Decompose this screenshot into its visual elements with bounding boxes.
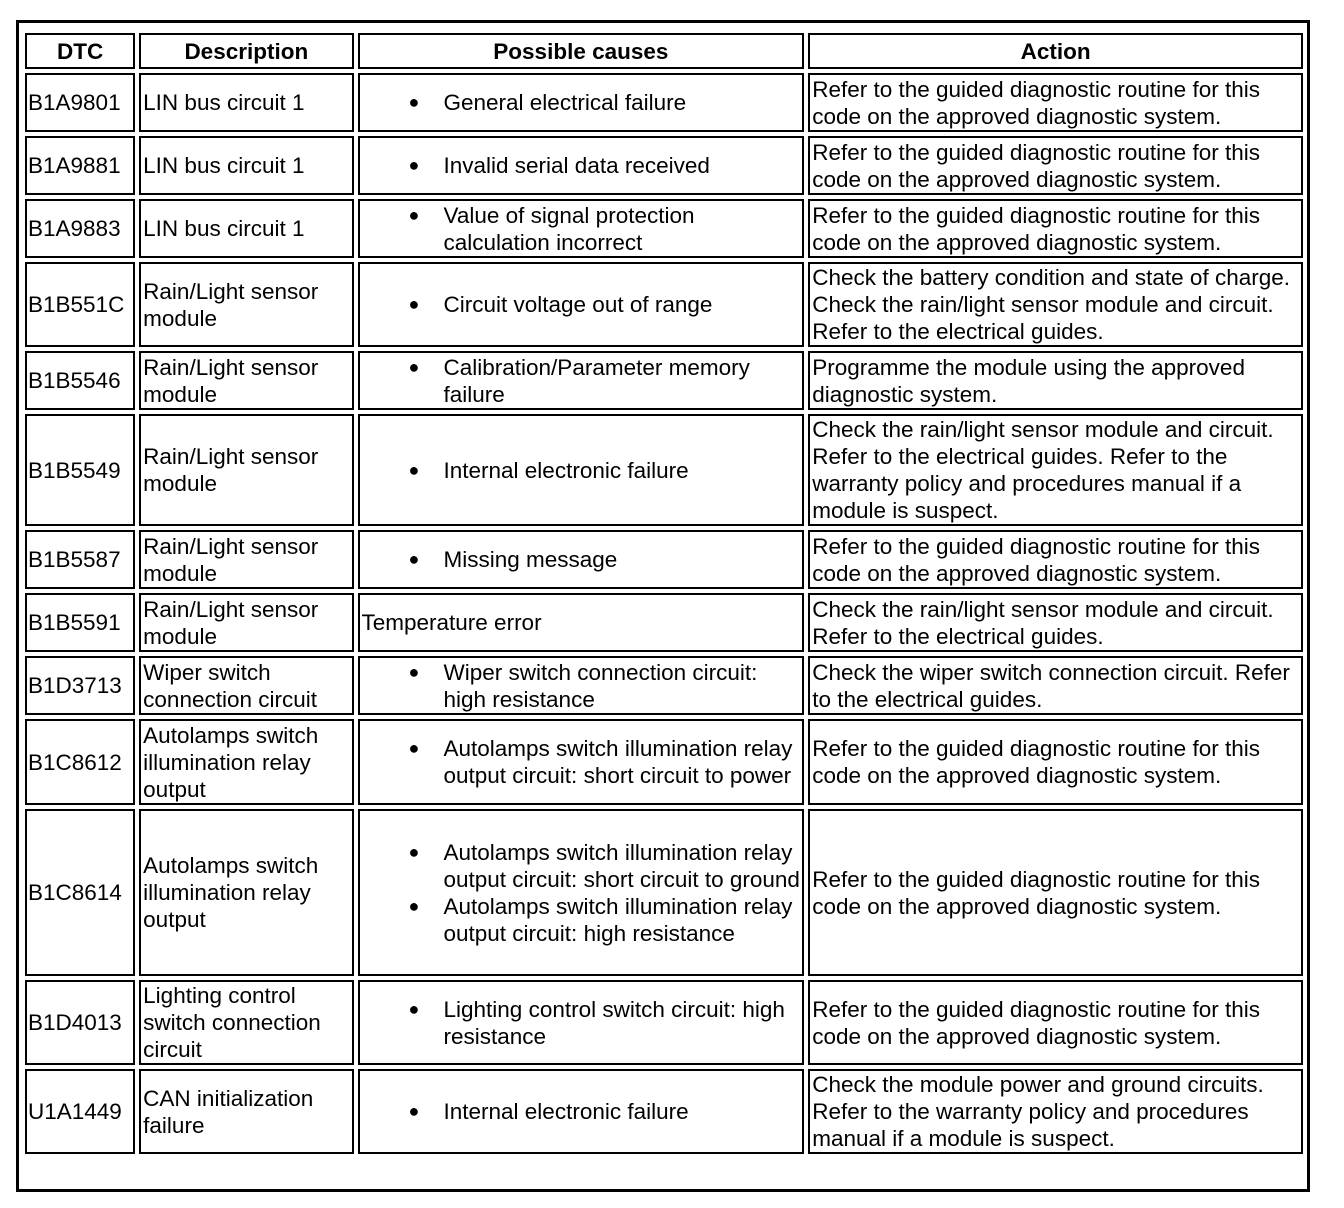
table-row [25, 980, 1303, 1065]
table-row [25, 262, 1303, 347]
dtc-code-cell: B1B5587 [25, 530, 135, 589]
possible-causes-cell [358, 262, 805, 347]
dtc-code-cell: B1A9881 [25, 136, 135, 195]
description-cell: Wiper switch connection circuit [139, 656, 353, 715]
possible-causes-cell [358, 199, 805, 258]
causes-list [362, 457, 801, 484]
table-body [25, 73, 1303, 1154]
causes-list [362, 1098, 801, 1125]
possible-causes-cell [358, 980, 805, 1065]
cause-item: ● Wiper switch connection circuit: high resistance [362, 659, 801, 713]
action-cell: Check the rain/light sensor module and circuit. Refer to the electrical guides. Refer to the warranty policy and procedures manual if a module is suspect. [808, 414, 1303, 526]
header-dtc: DTC [25, 33, 135, 69]
table-row [25, 414, 1303, 526]
cause-item: ● Missing message [362, 546, 801, 573]
causes-list [362, 546, 801, 573]
action-cell: Programme the module using the approved diagnostic system. [808, 351, 1303, 410]
possible-causes-cell [358, 1069, 805, 1154]
possible-causes-cell [358, 414, 805, 526]
description-cell: CAN initialization failure [139, 1069, 353, 1154]
causes-list [362, 996, 801, 1050]
dtc-code-cell: B1C8614 [25, 809, 135, 976]
description-cell: LIN bus circuit 1 [139, 199, 353, 258]
table-row [25, 530, 1303, 589]
description-cell: LIN bus circuit 1 [139, 136, 353, 195]
description-cell: Lighting control switch connection circuit [139, 980, 353, 1065]
table-row [25, 351, 1303, 410]
action-cell: Check the battery condition and state of charge. Check the rain/light sensor module and circuit. Refer to the electrical guides. [808, 262, 1303, 347]
cause-item: ● Calibration/Parameter memory failure [362, 354, 801, 408]
description-cell: Autolamps switch illumination relay output [139, 719, 353, 805]
table-row [25, 719, 1303, 805]
cause-item: ● Autolamps switch illumination relay output circuit: high resistance [362, 893, 801, 947]
dtc-code-cell: B1A9883 [25, 199, 135, 258]
table-row [25, 809, 1303, 976]
description-cell: LIN bus circuit 1 [139, 73, 353, 132]
cause-item: ● Autolamps switch illumination relay output circuit: short circuit to ground [362, 839, 801, 893]
cause-item: ● Circuit voltage out of range [362, 291, 801, 318]
table-row [25, 656, 1303, 715]
possible-causes-cell [358, 351, 805, 410]
causes-list [362, 89, 801, 116]
action-cell: Refer to the guided diagnostic routine for this code on the approved diagnostic system. [808, 199, 1303, 258]
dtc-code-cell: B1A9801 [25, 73, 135, 132]
action-cell: Refer to the guided diagnostic routine for this code on the approved diagnostic system. [808, 809, 1303, 976]
description-cell: Rain/Light sensor module [139, 262, 353, 347]
causes-list [362, 354, 801, 408]
cause-item: ● Value of signal protection calculation incorrect [362, 202, 801, 256]
table-row [25, 593, 1303, 652]
action-cell: Refer to the guided diagnostic routine for this code on the approved diagnostic system. [808, 980, 1303, 1065]
cause-item: ● Internal electronic failure [362, 457, 801, 484]
dtc-code-cell: B1D3713 [25, 656, 135, 715]
header-description: Description [139, 33, 353, 69]
cause-item: ● Lighting control switch circuit: high resistance [362, 996, 801, 1050]
cause-item: ● General electrical failure [362, 89, 801, 116]
table-row [25, 199, 1303, 258]
header-possible-causes: Possible causes [358, 33, 805, 69]
causes-list [362, 735, 801, 789]
possible-causes-cell [358, 809, 805, 976]
action-cell: Refer to the guided diagnostic routine for this code on the approved diagnostic system. [808, 136, 1303, 195]
dtc-code-cell: B1D4013 [25, 980, 135, 1065]
dtc-code-cell: B1C8612 [25, 719, 135, 805]
possible-causes-cell [358, 136, 805, 195]
header-action: Action [808, 33, 1303, 69]
cause-item: ● Autolamps switch illumination relay output circuit: short circuit to power [362, 735, 801, 789]
description-cell: Rain/Light sensor module [139, 593, 353, 652]
action-cell: Check the wiper switch connection circuit. Refer to the electrical guides. [808, 656, 1303, 715]
description-cell: Rain/Light sensor module [139, 530, 353, 589]
action-cell: Refer to the guided diagnostic routine for this code on the approved diagnostic system. [808, 73, 1303, 132]
possible-causes-cell [358, 656, 805, 715]
dtc-code-cell: B1B5591 [25, 593, 135, 652]
dtc-code-cell: B1B5549 [25, 414, 135, 526]
causes-list [362, 152, 801, 179]
cause-item: ● Invalid serial data received [362, 152, 801, 179]
dtc-table-frame [16, 20, 1310, 1192]
possible-causes-cell [358, 73, 805, 132]
cause-item: ● Internal electronic failure [362, 1098, 801, 1125]
table-row [25, 73, 1303, 132]
causes-list [362, 659, 801, 713]
action-cell: Refer to the guided diagnostic routine for this code on the approved diagnostic system. [808, 719, 1303, 805]
table-header-row [25, 33, 1303, 69]
possible-causes-cell: Temperature error [358, 593, 805, 652]
causes-list [362, 839, 801, 947]
possible-causes-cell [358, 530, 805, 589]
causes-list [362, 202, 801, 256]
action-cell: Refer to the guided diagnostic routine for this code on the approved diagnostic system. [808, 530, 1303, 589]
possible-causes-cell [358, 719, 805, 805]
description-cell: Rain/Light sensor module [139, 414, 353, 526]
dtc-table [21, 29, 1307, 1158]
table-row [25, 1069, 1303, 1154]
dtc-code-cell: U1A1449 [25, 1069, 135, 1154]
causes-list [362, 291, 801, 318]
table-row [25, 136, 1303, 195]
dtc-code-cell: B1B5546 [25, 351, 135, 410]
dtc-code-cell: B1B551C [25, 262, 135, 347]
action-cell: Check the rain/light sensor module and circuit. Refer to the electrical guides. [808, 593, 1303, 652]
description-cell: Rain/Light sensor module [139, 351, 353, 410]
description-cell: Autolamps switch illumination relay output [139, 809, 353, 976]
action-cell: Check the module power and ground circuits. Refer to the warranty policy and procedures manual if a module is suspect. [808, 1069, 1303, 1154]
